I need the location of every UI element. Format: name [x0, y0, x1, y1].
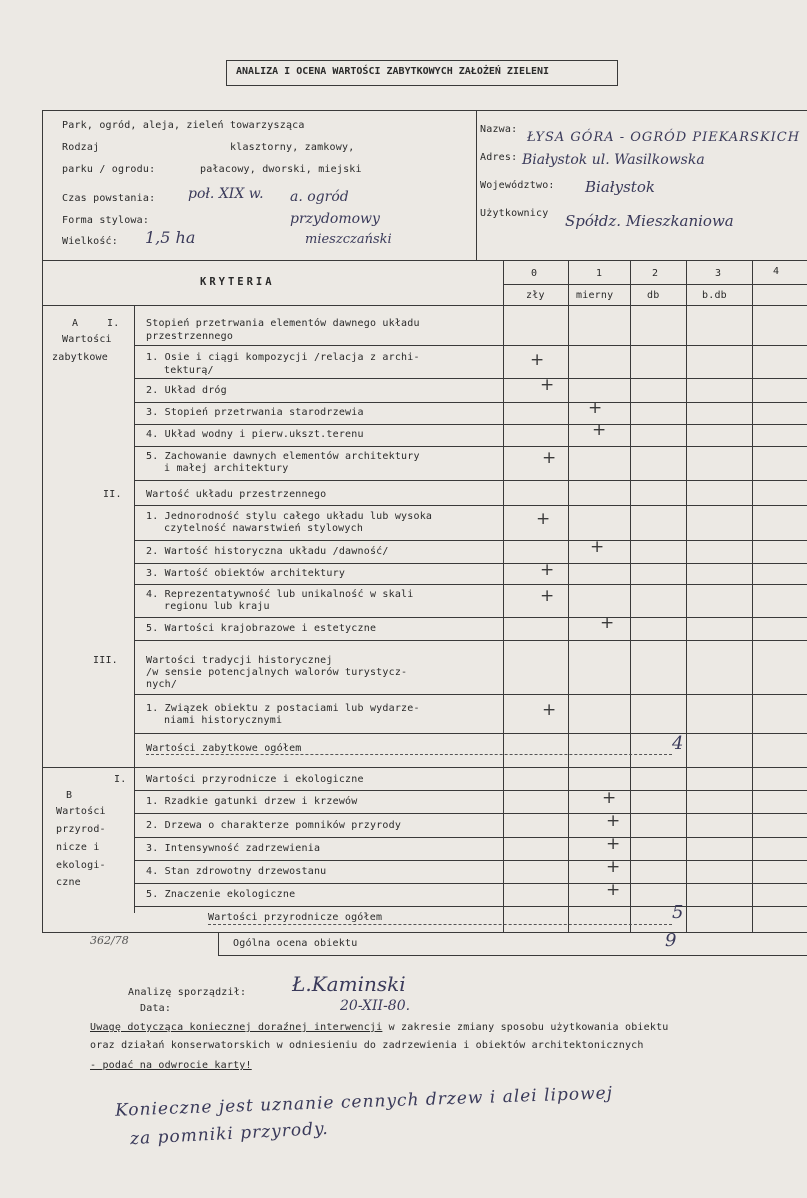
score-num-4: 4	[773, 266, 780, 277]
czas-label: Czas powstania:	[62, 193, 156, 204]
section-b-divider	[134, 767, 135, 913]
score-num-2: 2	[652, 268, 659, 279]
wojewodztwo-handwritten: Białystok	[585, 178, 655, 196]
row-line	[134, 345, 807, 346]
criterion-a1-5-l1: 5. Zachowanie dawnych elementów architektury	[146, 451, 420, 462]
note-prefix: Uwagę dotycząca koniecznej doraźnej interwencji	[90, 1022, 383, 1033]
mark-a3-1: +	[542, 700, 557, 720]
parku-value: pałacowy, dworski, miejski	[200, 164, 362, 175]
section-a-name-1: Wartości	[62, 334, 112, 345]
total-zabytkowe-underline	[146, 754, 672, 755]
group-1-title-2: przestrzennego	[146, 331, 234, 342]
score-label-1: mierny	[576, 290, 614, 301]
row-line	[134, 424, 807, 425]
criterion-a2-4-l1: 4. Reprezentatywność lub unikalność w skali	[146, 589, 414, 600]
score-header-mid	[503, 284, 807, 285]
criterion-a1-1-l1: 1. Osie i ciągi kompozycji /relacja z archi-	[146, 352, 420, 363]
row-line	[134, 540, 807, 541]
frame-top	[42, 110, 807, 111]
row-line	[134, 883, 807, 884]
score-num-1: 1	[596, 268, 603, 279]
adres-label: Adres:	[480, 152, 518, 163]
row-line	[134, 617, 807, 618]
note-line-3: - podać na odwrocie karty!	[90, 1060, 252, 1071]
row-line	[134, 563, 807, 564]
rodzaj-label: Rodzaj	[62, 142, 100, 153]
forma-label: Forma stylowa:	[62, 215, 150, 226]
criterion-a2-4-l2: regionu lub kraju	[164, 601, 270, 612]
wielkosc-label: Wielkość:	[62, 236, 118, 247]
row-line	[134, 640, 807, 641]
mark-a2-2: +	[590, 537, 605, 557]
criterion-a3-1-l2: niami historycznymi	[164, 715, 283, 726]
mark-a1-5: +	[542, 448, 557, 468]
score-num-0: 0	[531, 268, 538, 279]
criterion-a2-2: 2. Wartość historyczna układu /dawność/	[146, 546, 389, 557]
criterion-a2-3: 3. Wartość obiektów architektury	[146, 568, 346, 579]
signature: Ł.Kaminski	[292, 972, 406, 996]
frame-left	[42, 110, 43, 932]
note-line-2: oraz działań konserwatorskich w odniesieniu do zadrzewienia i obiektów architektonicznych	[90, 1040, 644, 1051]
criterion-a2-1-l2: czytelność nawarstwień stylowych	[164, 523, 364, 534]
row-line	[134, 837, 807, 838]
total-zabytkowe-label: Wartości zabytkowe ogółem	[146, 743, 302, 754]
section-a-divider	[134, 305, 135, 767]
section-a-letter: A	[72, 318, 79, 329]
row-line	[134, 813, 807, 814]
section-b-name-3: nicze i	[56, 842, 100, 853]
note-line-1	[90, 1022, 669, 1033]
score-label-3: b.db	[702, 290, 727, 301]
criterion-a2-5: 5. Wartości krajobrazowe i estetyczne	[146, 623, 377, 634]
overall-value: 9	[665, 930, 677, 951]
kryteria-header: KRYTERIA	[200, 276, 275, 288]
uzytkownicy-handwritten: Spółdz. Mieszkaniowa	[565, 212, 734, 230]
group-1-title-1: Stopień przetrwania elementów dawnego układu	[146, 318, 420, 329]
mark-a2-3: +	[540, 560, 555, 580]
overall-left-line	[218, 932, 219, 955]
overall-bottom-line	[218, 955, 807, 956]
wojewodztwo-label: Województwo:	[480, 180, 555, 191]
analysis-label: Analizę sporządził:	[128, 987, 247, 998]
style-extra-handwritten: mieszczański	[305, 232, 392, 247]
note-rest-1: w zakresie zmiany sposobu użytkowania obiektu	[382, 1022, 669, 1033]
mark-a1-1: +	[530, 350, 545, 370]
date-label: Data:	[140, 1003, 172, 1014]
col-line-4	[752, 260, 753, 932]
score-label-0: zły	[526, 290, 545, 301]
row-line	[134, 505, 807, 506]
criterion-a1-4: 4. Układ wodny i pierw.ukszt.terenu	[146, 429, 364, 440]
criterion-a1-5-l2: i małej architektury	[164, 463, 289, 474]
group-2-roman: II.	[103, 489, 122, 500]
mark-a1-3: +	[588, 398, 603, 418]
criterion-a3-1-l1: 1. Związek obiektu z postaciami lub wydarze-	[146, 703, 420, 714]
mark-a2-1: +	[536, 509, 551, 529]
section-b-name-4: ekologi-	[56, 860, 106, 871]
criterion-a1-3: 3. Stopień przetrwania starodrzewia	[146, 407, 364, 418]
header-bottom	[42, 260, 807, 261]
mark-b-2: +	[606, 811, 621, 831]
section-a-name-2: zabytkowe	[52, 352, 108, 363]
section-b-letter: B	[66, 790, 73, 801]
handwritten-note-1: Konieczne jest uznanie cennych drzew i alei lipowej	[114, 1083, 614, 1121]
total-przyrodnicze-underline	[208, 924, 672, 925]
criterion-b-2: 2. Drzewa o charakterze pomników przyrody	[146, 820, 402, 831]
section-a-bottom	[42, 767, 807, 768]
total-przyrodnicze-label: Wartości przyrodnicze ogółem	[208, 912, 383, 923]
parku-label: parku / ogrodu:	[62, 164, 156, 175]
group-3-title-3: nych/	[146, 679, 178, 690]
header-divider	[476, 110, 477, 260]
section-b-title: Wartości przyrodnicze i ekologiczne	[146, 774, 364, 785]
section-b-name-1: Wartości	[56, 806, 106, 817]
row-line	[134, 860, 807, 861]
mark-b-5: +	[606, 880, 621, 900]
form-bottom	[42, 932, 807, 933]
mark-a2-5: +	[600, 613, 615, 633]
row-line	[134, 378, 807, 379]
wielkosc-handwritten: 1,5 ha	[145, 228, 196, 247]
section-b-roman: I.	[114, 774, 127, 785]
section-b-name-5: czne	[56, 877, 81, 888]
date-handwritten: 20-XII-80.	[340, 998, 411, 1014]
score-header-bottom	[42, 305, 807, 306]
row-line	[134, 694, 807, 695]
row-line	[134, 402, 807, 403]
criterion-b-5: 5. Znaczenie ekologiczne	[146, 889, 296, 900]
col-line-1	[568, 260, 569, 932]
overall-label: Ogólna ocena obiektu	[233, 938, 358, 949]
row-line	[134, 733, 807, 734]
row-line	[134, 446, 807, 447]
page-title: ANALIZA I OCENA WARTOŚCI ZABYTKOWYCH ZAŁOŻEŃ ZIELENI	[236, 66, 550, 77]
group-1-roman: I.	[107, 318, 120, 329]
park-type-line: Park, ogród, aleja, zieleń towarzysząca	[62, 120, 305, 131]
row-line	[134, 480, 807, 481]
criterion-a1-1-l2: tekturą/	[164, 365, 214, 376]
criterion-b-1: 1. Rzadkie gatunki drzew i krzewów	[146, 796, 358, 807]
forma-handwritten: a. ogród przydomowy	[290, 189, 380, 227]
group-3-roman: III.	[93, 655, 118, 666]
row-line	[134, 906, 807, 907]
criterion-a1-2: 2. Układ dróg	[146, 385, 227, 396]
mark-a1-4: +	[592, 420, 607, 440]
mark-b-4: +	[606, 857, 621, 877]
col-line-3	[686, 260, 687, 932]
score-label-2: db	[647, 290, 660, 301]
criterion-b-4: 4. Stan zdrowotny drzewostanu	[146, 866, 327, 877]
rodzaj-value: klasztorny, zamkowy,	[230, 142, 355, 153]
total-zabytkowe-value: 4	[672, 733, 684, 754]
mark-b-1: +	[602, 788, 617, 808]
mark-a2-4: +	[540, 586, 555, 606]
adres-handwritten: Białystok ul. Wasilkowska	[522, 152, 705, 168]
uzytkownicy-label: Użytkownicy	[480, 208, 549, 219]
score-num-3: 3	[715, 268, 722, 279]
criterion-b-3: 3. Intensywność zadrzewienia	[146, 843, 321, 854]
nazwa-handwritten: ŁYSA GÓRA - OGRÓD PIEKARSKICH	[527, 130, 801, 145]
row-line	[134, 790, 807, 791]
criterion-a2-1-l1: 1. Jednorodność stylu całego układu lub wysoka	[146, 511, 433, 522]
group-3-title-2: /w sensie potencjalnych walorów turystycz-	[146, 667, 408, 678]
group-2-title: Wartość układu przestrzennego	[146, 489, 327, 500]
czas-handwritten: poł. XIX w.	[188, 186, 264, 202]
mark-a1-2: +	[540, 375, 555, 395]
col-line-2	[630, 260, 631, 932]
mark-b-3: +	[606, 834, 621, 854]
col-line-0	[503, 260, 504, 932]
section-b-name-2: przyrod-	[56, 824, 106, 835]
total-przyrodnicze-value: 5	[672, 902, 684, 923]
group-3-title-1: Wartości tradycji historycznej	[146, 655, 333, 666]
handwritten-note-2: za pomniki przyrody.	[129, 1118, 330, 1150]
row-line	[134, 584, 807, 585]
doc-number: 362/78	[90, 934, 129, 947]
nazwa-label: Nazwa:	[480, 124, 518, 135]
